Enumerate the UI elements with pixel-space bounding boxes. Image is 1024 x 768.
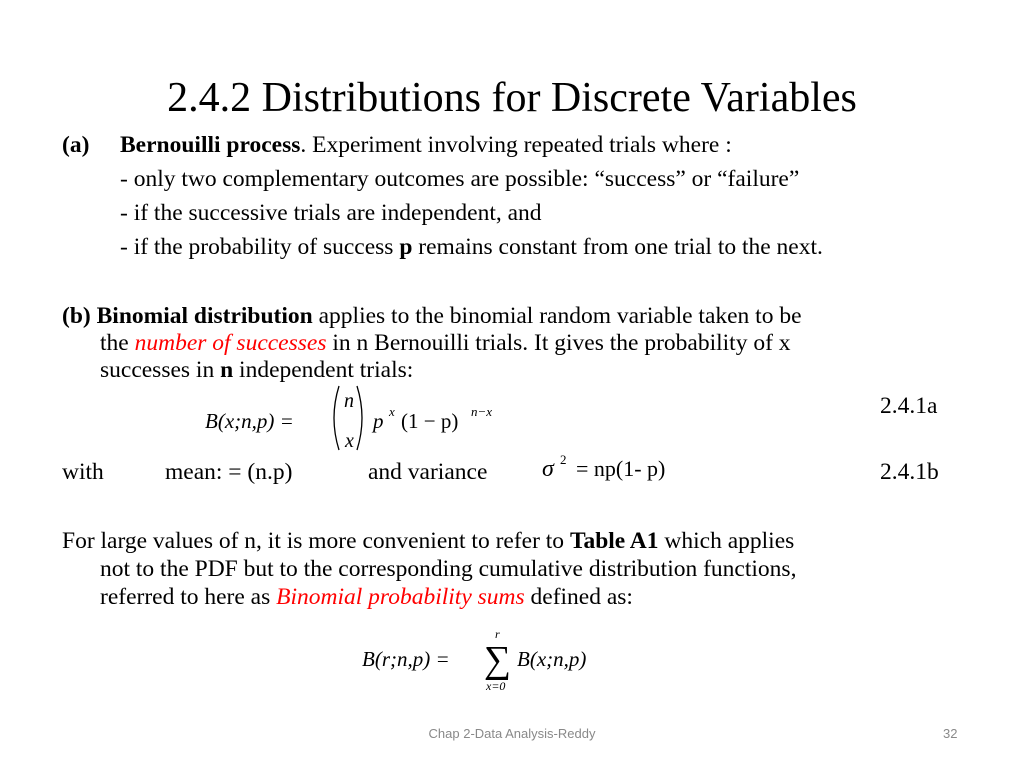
sigma-exponent: 2: [560, 452, 567, 467]
binom-left-paren: [334, 386, 339, 450]
large-values-line1: [62, 527, 794, 555]
bernouilli-term: Bernouilli process: [120, 132, 301, 158]
bullet3-text-before: - if the probability of success: [120, 234, 400, 260]
section-a-marker: (a): [62, 132, 90, 158]
binomial-probability-sums: Binomial probability sums: [276, 584, 525, 610]
binom-bottom: x: [345, 430, 354, 452]
formula-a-p: p: [373, 409, 384, 433]
formula-a-exp2: n−x: [471, 404, 493, 419]
number-of-successes: number of successes: [134, 330, 327, 356]
section-b-line1: [62, 302, 802, 330]
sum-lower-limit: x=0: [486, 679, 506, 693]
cumulative-sum-formula: [362, 626, 632, 696]
binomial-formula-svg: [205, 382, 505, 454]
with-word: with: [62, 459, 104, 485]
bullet-outcomes: - only two complementary outcomes are possible: “success” or “failure”: [120, 166, 800, 192]
bullet-constant-p: [120, 233, 823, 261]
formula-b-lhs: B(r;n,p) =: [362, 647, 450, 671]
large-values-line1-after: which applies: [658, 528, 795, 554]
table-a1: Table A1: [569, 528, 659, 554]
eq-label-b: 2.4.1b: [880, 459, 939, 485]
sum-upper-limit: r: [495, 627, 500, 641]
eq-label-a: 2.4.1a: [880, 393, 938, 419]
section-b-line2-after: in n Bernouilli trials. It gives the probability of x: [326, 330, 791, 356]
and-variance-text: and variance: [368, 459, 488, 485]
large-values-line2: not to the PDF but to the corresponding cumulative distribution functions,: [100, 556, 797, 582]
bullet3-text-after: remains constant from one trial to the next.: [412, 234, 823, 260]
mean-text: mean: = (n.p): [165, 459, 293, 485]
section-b-marker: (b): [62, 303, 91, 329]
page-number: 32: [943, 726, 958, 741]
formula-a-mid: (1 − p): [401, 409, 459, 433]
section-a-label: [62, 131, 89, 159]
cumulative-sum-svg: [362, 626, 632, 696]
binom-top: n: [344, 390, 354, 412]
section-b-n: n: [220, 357, 234, 383]
large-values-line3-before: referred to here as: [100, 584, 277, 610]
section-b-line3: [100, 356, 413, 384]
sigma-symbol: σ: [542, 456, 554, 482]
binomial-term: Binomial distribution: [96, 303, 313, 329]
variance-rhs: = np(1- p): [576, 456, 666, 481]
large-values-line1-before: For large values of n, it is more convenient to refer to: [62, 528, 570, 554]
slide-title: 2.4.2 Distributions for Discrete Variables: [167, 75, 857, 121]
formula-b-rhs: B(x;n,p): [517, 647, 587, 671]
sigma-sum-symbol: ∑: [484, 639, 512, 681]
section-a-heading: [120, 131, 732, 159]
bernouilli-description: . Experiment involving repeated trials where :: [300, 132, 732, 158]
large-values-line3-after: defined as:: [524, 584, 633, 610]
large-values-line3: [100, 583, 633, 611]
binom-right-paren: [357, 386, 362, 450]
section-b-line2-before: the: [100, 330, 135, 356]
variance-formula-svg: [540, 448, 720, 488]
section-b-line2: [100, 329, 791, 357]
formula-a-lhs: B(x;n,p) =: [205, 409, 294, 433]
section-b-line3-before: successes in: [100, 357, 221, 383]
formula-a-exp1: x: [389, 404, 395, 419]
section-b-line1-text: applies to the binomial random variable taken to be: [312, 303, 802, 329]
variance-formula: [540, 448, 720, 488]
footer-title: Chap 2-Data Analysis-Reddy: [428, 726, 596, 741]
binomial-formula: [205, 382, 505, 454]
bullet-independent: - if the successive trials are independent, and: [120, 200, 542, 226]
section-b-line3-after: independent trials:: [233, 357, 414, 383]
bullet3-p: p: [399, 234, 413, 260]
